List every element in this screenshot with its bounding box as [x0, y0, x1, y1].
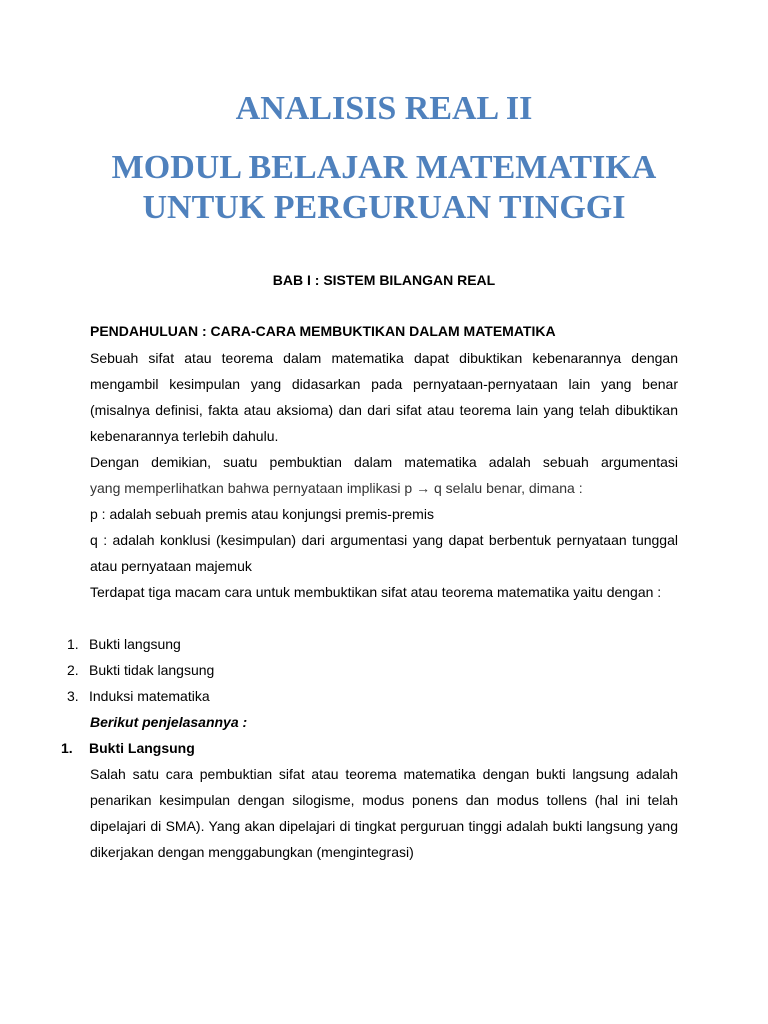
- method-list-item: [67, 657, 214, 683]
- list-label: Bukti langsung: [89, 636, 181, 652]
- direct-proof-paragraph: Salah satu cara pembuktian sifat atau teorema matematika dengan bukti langsung adalah penarikan kesimpulan dengan silogisme, modus ponens dan modus tollens (hal ini telah dipelajari di SMA). Yang akan dipelajari di tingkat perguruan tinggi adalah bukti langsung yang dikerjakan dengan menggabungkan (mengintegrasi): [90, 766, 678, 860]
- explanation-label: Berikut penjelasannya :: [90, 714, 248, 730]
- section-number: 1.: [61, 740, 73, 756]
- intro-paragraph-2-line-1: Dengan demikian, suatu pembuktian dalam matematika adalah sebuah argumentasi: [90, 454, 678, 470]
- intro-heading: PENDAHULUAN : CARA-CARA MEMBUKTIKAN DALAM MATEMATIKA: [90, 323, 556, 339]
- intro-paragraph-1: Sebuah sifat atau teorema dalam matematika dapat dibuktikan kebenarannya dengan mengambil kesimpulan yang didasarkan pada pernyataan-pernyataan lain yang benar (misalnya definisi, fakta atau aksioma) dan dari sifat atau teorema lain yang telah dibuktikan kebenarannya terlebih dahulu.: [90, 350, 678, 444]
- subtitle-line-1: MODUL BELAJAR MATEMATIKA: [111, 149, 657, 186]
- section-title: Bukti Langsung: [89, 740, 195, 756]
- list-number: 2.: [67, 662, 79, 678]
- intro-paragraph-2-line-2: yang memperlihatkan bahwa pernyataan implikasi p → q selalu benar, dimana :: [90, 480, 583, 496]
- document-title: ANALISIS REAL II: [235, 90, 533, 127]
- list-label: Induksi matematika: [89, 688, 210, 704]
- method-list-item: [67, 683, 210, 709]
- chapter-heading: BAB I : SISTEM BILANGAN REAL: [272, 272, 496, 288]
- list-number: 1.: [67, 636, 79, 652]
- method-list-item: [67, 631, 181, 657]
- list-number: 3.: [67, 688, 79, 704]
- subtitle-line-2: UNTUK PERGURUAN TINGGI: [142, 189, 626, 226]
- list-label: Bukti tidak langsung: [89, 662, 215, 678]
- conclusion-definition: q : adalah konklusi (kesimpulan) dari argumentasi yang dapat berbentuk pernyataan tunggal atau pernyataan majemuk: [90, 532, 678, 574]
- section-heading-direct-proof: [61, 735, 195, 761]
- intro-paragraph-3: Terdapat tiga macam cara untuk membuktikan sifat atau teorema matematika yaitu dengan :: [90, 584, 662, 600]
- premise-definition: p : adalah sebuah premis atau konjungsi premis-premis: [90, 506, 434, 522]
- document-subtitle: [0, 148, 768, 228]
